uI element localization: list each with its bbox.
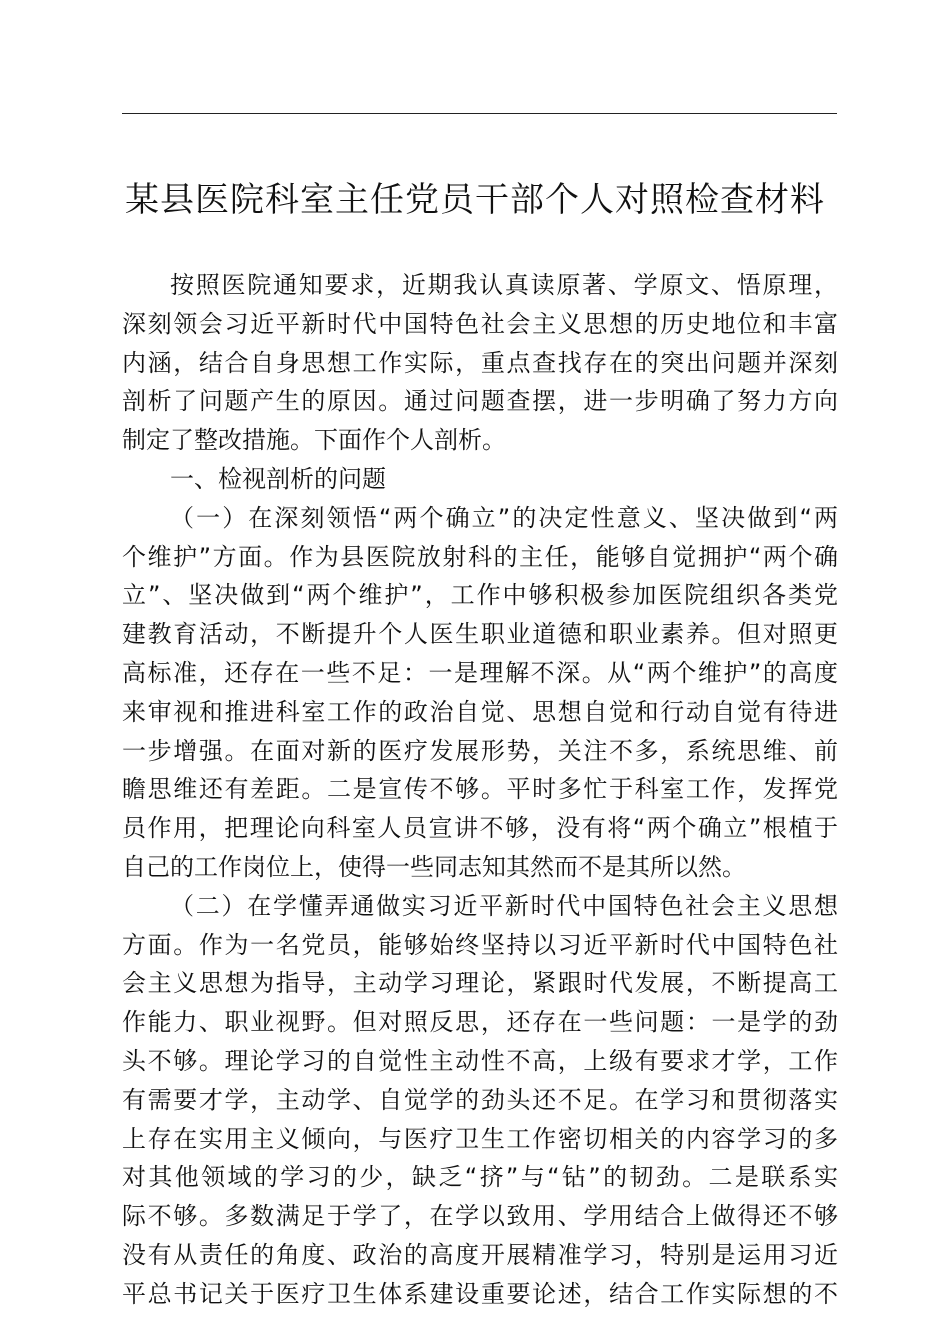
- body-line: 内涵，结合自身思想工作实际，重点查找存在的突出问题并深刻: [122, 348, 838, 377]
- body-line: 建教育活动，不断提升个人医生职业道德和职业素养。但对照更: [122, 620, 838, 649]
- document-body: [122, 266, 838, 1314]
- body-line: 上存在实用主义倾向，与医疗卫生工作密切相关的内容学习的多: [122, 1124, 838, 1153]
- body-line: 个维护”方面。作为县医院放射科的主任，能够自觉拥护“两个确: [122, 542, 838, 571]
- body-line: 瞻思维还有差距。二是宣传不够。平时多忙于科室工作，发挥党: [122, 775, 838, 804]
- body-line: 对其他领域的学习的少，缺乏“挤”与“钻”的韧劲。二是联系实: [122, 1163, 838, 1192]
- body-line: （一）在深刻领悟“两个确立”的决定性意义、坚决做到“两: [170, 503, 838, 532]
- body-line: 没有从责任的角度、政治的高度开展精准学习，特别是运用习近: [122, 1240, 838, 1269]
- body-line: 深刻领会习近平新时代中国特色社会主义思想的历史地位和丰富: [122, 309, 838, 338]
- header-rule: [122, 113, 837, 114]
- body-line: 员作用，把理论向科室人员宣讲不够，没有将“两个确立”根植于: [122, 814, 838, 843]
- body-line: 高标准，还存在一些不足：一是理解不深。从“两个维护”的高度: [122, 658, 838, 687]
- body-line: 一步增强。在面对新的医疗发展形势，关注不多，系统思维、前: [122, 736, 838, 765]
- body-line: 按照医院通知要求，近期我认真读原著、学原文、悟原理，: [170, 271, 838, 299]
- body-line: （二）在学懂弄通做实习近平新时代中国特色社会主义思想: [170, 891, 838, 920]
- body-line: 际不够。多数满足于学了，在学以致用、学用结合上做得还不够: [122, 1202, 838, 1231]
- body-line: 剖析了问题产生的原因。通过问题查摆，进一步明确了努力方向: [122, 387, 838, 416]
- body-line: 方面。作为一名党员，能够始终坚持以习近平新时代中国特色社: [122, 930, 838, 959]
- body-line: 立”、坚决做到“两个维护”，工作中够积极参加医院组织各类党: [122, 581, 838, 610]
- body-line: 制定了整改措施。下面作个人剖析。: [122, 426, 506, 455]
- section-heading: 一、检视剖析的问题: [170, 464, 386, 493]
- body-line: 作能力、职业视野。但对照反思，还存在一些问题：一是学的劲: [122, 1008, 838, 1037]
- body-line: 平总书记关于医疗卫生体系建设重要论述，结合工作实际想的不: [122, 1279, 838, 1308]
- document-title: 某县医院科室主任党员干部个人对照检查材料: [125, 180, 825, 220]
- body-line: 有需要才学，主动学、自觉学的劲头还不足。在学习和贯彻落实: [122, 1085, 838, 1114]
- body-line: 自己的工作岗位上，使得一些同志知其然而不是其所以然。: [122, 852, 746, 881]
- body-line: 头不够。理论学习的自觉性主动性不高，上级有要求才学，工作: [122, 1046, 838, 1075]
- body-line: 来审视和推进科室工作的政治自觉、思想自觉和行动自觉有待进: [122, 697, 838, 726]
- body-line: 会主义思想为指导，主动学习理论，紧跟时代发展，不断提高工: [122, 969, 838, 998]
